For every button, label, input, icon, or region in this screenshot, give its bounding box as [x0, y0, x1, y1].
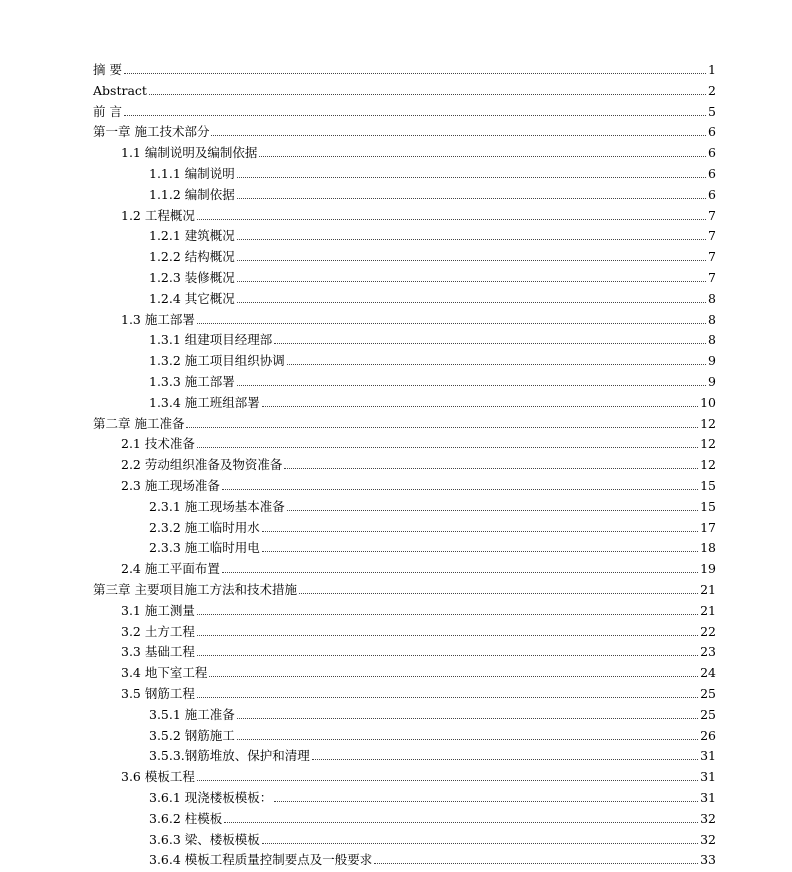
toc-entry-title: 3.5 钢筋工程 [121, 686, 195, 701]
toc-entry-title: 1.2.2 结构概况 [149, 249, 235, 265]
dot-leader [197, 614, 698, 615]
toc-entry-title: 前 言 [93, 103, 122, 119]
toc-entry-page: 7 [708, 228, 716, 244]
toc-entry[interactable] [149, 828, 716, 848]
toc-entry[interactable] [149, 391, 716, 411]
toc-entry-page: 25 [700, 686, 716, 701]
toc-entry[interactable] [93, 58, 716, 78]
toc-entry-title: 3.2 土方工程 [121, 623, 195, 639]
toc-entry[interactable] [121, 432, 716, 452]
dot-leader [222, 489, 698, 490]
toc-entry[interactable] [93, 79, 716, 99]
toc-entry-title: 2.3.3 施工临时用电 [149, 540, 260, 556]
dot-leader [237, 718, 698, 719]
toc-entry-page: 19 [700, 561, 716, 577]
toc-entry-page: 1 [708, 62, 716, 77]
toc-entry[interactable] [121, 661, 716, 681]
toc-entry[interactable] [149, 744, 716, 764]
toc-entry[interactable] [93, 100, 716, 120]
toc-entry-page: 23 [700, 644, 716, 660]
toc-entry-page: 8 [708, 290, 716, 306]
toc-entry-page: 8 [708, 311, 716, 327]
toc-entry[interactable] [149, 786, 716, 806]
dot-leader [274, 801, 698, 802]
toc-entry-title: 3.5.3.钢筋堆放、保护和清理 [149, 748, 310, 764]
toc-entry-title: 第三章 主要项目施工方法和技术措施 [93, 582, 297, 597]
toc-entry-page: 6 [708, 186, 716, 202]
toc-entry-title: 1.2.3 装修概况 [149, 270, 235, 285]
toc-entry-page: 26 [700, 727, 716, 743]
toc-entry-page: 15 [700, 498, 716, 514]
dot-leader [197, 697, 698, 698]
dot-leader [374, 863, 698, 864]
toc-entry-page: 10 [700, 394, 716, 410]
toc-entry[interactable] [149, 807, 716, 827]
dot-leader [237, 281, 706, 282]
toc-entry-page: 33 [700, 852, 716, 868]
dot-leader [262, 551, 698, 552]
toc-entry[interactable] [149, 287, 716, 307]
toc-entry-title: 1.1.2 编制依据 [149, 186, 235, 202]
toc-entry-page: 12 [700, 436, 716, 452]
toc-entry-page: 5 [708, 103, 716, 119]
toc-entry-page: 9 [708, 353, 716, 369]
toc-entry[interactable] [121, 453, 716, 473]
dot-leader [197, 635, 698, 636]
toc-entry-page: 17 [700, 519, 716, 535]
toc-entry-title: 2.2 劳动组织准备及物资准备 [121, 457, 283, 473]
dot-leader [197, 323, 706, 324]
toc-entry-title: 3.5.2 钢筋施工 [149, 727, 235, 743]
toc-entry[interactable] [149, 349, 716, 369]
toc-entry-title: 3.6.2 柱模板 [149, 810, 223, 826]
toc-entry-page: 21 [700, 582, 716, 597]
toc-entry[interactable] [93, 578, 716, 598]
toc-entry[interactable] [121, 557, 716, 577]
dot-leader [262, 406, 698, 407]
dot-leader [237, 302, 706, 303]
dot-leader [287, 510, 698, 511]
toc-entry[interactable] [121, 204, 716, 224]
toc-entry-title: 1.2.4 其它概况 [149, 290, 235, 306]
toc-entry[interactable] [149, 724, 716, 744]
toc-entry[interactable] [149, 266, 716, 286]
toc-entry-page: 6 [708, 145, 716, 161]
toc-entry-title: 1.3.2 施工项目组织协调 [149, 353, 285, 369]
toc-entry-title: 2.4 施工平面布置 [121, 561, 220, 577]
dot-leader [259, 156, 706, 157]
toc-entry[interactable] [149, 183, 716, 203]
toc-entry[interactable] [149, 516, 716, 536]
dot-leader [197, 219, 706, 220]
toc-entry-page: 31 [700, 748, 716, 764]
toc-entry-page: 32 [700, 810, 716, 826]
dot-leader [299, 593, 698, 594]
toc-entry-page: 32 [700, 831, 716, 847]
dot-leader [312, 759, 698, 760]
toc-entry-page: 7 [708, 207, 716, 223]
dot-leader [222, 572, 698, 573]
dot-leader [197, 780, 698, 781]
dot-leader [237, 260, 706, 261]
toc-entry-page: 24 [700, 665, 716, 681]
toc-entry-page: 7 [708, 270, 716, 285]
toc-entry-title: 3.4 地下室工程 [121, 665, 208, 681]
dot-leader [237, 239, 706, 240]
toc-entry[interactable] [149, 848, 716, 868]
toc-entry[interactable] [121, 474, 716, 494]
toc-entry-title: 2.3.2 施工临时用水 [149, 519, 260, 535]
dot-leader [237, 177, 706, 178]
toc-entry-title: 3.6.4 模板工程质量控制要点及一般要求 [149, 852, 373, 868]
toc-entry[interactable] [121, 640, 716, 660]
dot-leader [224, 822, 698, 823]
toc-entry-page: 22 [700, 623, 716, 639]
toc-entry[interactable] [149, 245, 716, 265]
toc-entry-title: 1.3.3 施工部署 [149, 374, 235, 389]
toc-entry-title: 3.1 施工测量 [121, 602, 195, 618]
toc-entry[interactable] [121, 599, 716, 619]
dot-leader [284, 468, 698, 469]
toc-entry[interactable] [121, 765, 716, 785]
toc-entry[interactable] [121, 141, 716, 161]
toc-entry-title: Abstract [93, 82, 147, 98]
toc-entry-title: 2.3.1 施工现场基本准备 [149, 498, 285, 514]
toc-entry-title: 1.1.1 编制说明 [149, 166, 235, 181]
toc-entry-page: 15 [700, 478, 716, 493]
toc-entry-title: 1.1 编制说明及编制依据 [121, 145, 258, 161]
toc-entry-title: 第二章 施工准备 [93, 415, 185, 431]
toc-entry-page: 8 [708, 332, 716, 348]
dot-leader [262, 843, 698, 844]
dot-leader [237, 385, 706, 386]
toc-entry-page: 2 [708, 82, 716, 98]
toc-entry-page: 31 [700, 790, 716, 805]
dot-leader [237, 739, 698, 740]
toc-entry[interactable] [93, 120, 716, 140]
toc-entry[interactable] [149, 162, 716, 182]
toc-entry-page: 25 [700, 706, 716, 722]
toc-entry-title: 1.3 施工部署 [121, 311, 195, 327]
toc-entry-page: 12 [700, 457, 716, 473]
toc-entry[interactable] [149, 536, 716, 556]
toc-entry-title: 3.3 基础工程 [121, 644, 195, 660]
toc-entry[interactable] [121, 620, 716, 640]
dot-leader [274, 343, 706, 344]
toc-entry[interactable] [149, 703, 716, 723]
toc-entry[interactable] [149, 370, 716, 390]
toc-entry-title: 第一章 施工技术部分 [93, 124, 210, 140]
toc-entry-page: 21 [700, 602, 716, 618]
dot-leader [237, 198, 706, 199]
toc-entry-title: 摘 要 [93, 62, 122, 77]
toc-entry[interactable] [149, 328, 716, 348]
dot-leader [262, 531, 698, 532]
toc-entry-title: 1.2.1 建筑概况 [149, 228, 235, 244]
toc-entry[interactable] [121, 682, 716, 702]
toc-entry[interactable] [121, 308, 716, 328]
toc-entry-page: 7 [708, 249, 716, 265]
toc-entry-title: 3.5.1 施工准备 [149, 706, 235, 722]
toc-entry-page: 18 [700, 540, 716, 556]
toc-entry-page: 12 [700, 415, 716, 431]
toc-entry-title: 1.3.1 组建项目经理部 [149, 332, 273, 348]
dot-leader [124, 115, 706, 116]
toc-entry-title: 3.6.3 梁、楼板模板 [149, 831, 260, 847]
toc-entry-page: 31 [700, 769, 716, 785]
toc-entry[interactable] [149, 495, 716, 515]
dot-leader [211, 135, 706, 136]
dot-leader [197, 447, 698, 448]
toc-entry-title: 2.1 技术准备 [121, 436, 195, 452]
toc-entry-page: 6 [708, 166, 716, 181]
toc-entry[interactable] [93, 412, 716, 432]
dot-leader [287, 364, 706, 365]
toc-entry-title: 1.3.4 施工班组部署 [149, 394, 260, 410]
toc-entry-page: 9 [708, 374, 716, 389]
toc-entry-title: 3.6.1 现浇楼板模板： [149, 790, 273, 805]
dot-leader [186, 427, 698, 428]
dot-leader [209, 676, 698, 677]
toc-entry-title: 1.2 工程概况 [121, 207, 195, 223]
toc-entry[interactable] [149, 224, 716, 244]
dot-leader [149, 94, 706, 95]
toc-entry-title: 2.3 施工现场准备 [121, 478, 220, 493]
toc-entry-title: 3.6 模板工程 [121, 769, 195, 785]
toc-entry-page: 6 [708, 124, 716, 140]
dot-leader [124, 73, 706, 74]
dot-leader [197, 655, 698, 656]
